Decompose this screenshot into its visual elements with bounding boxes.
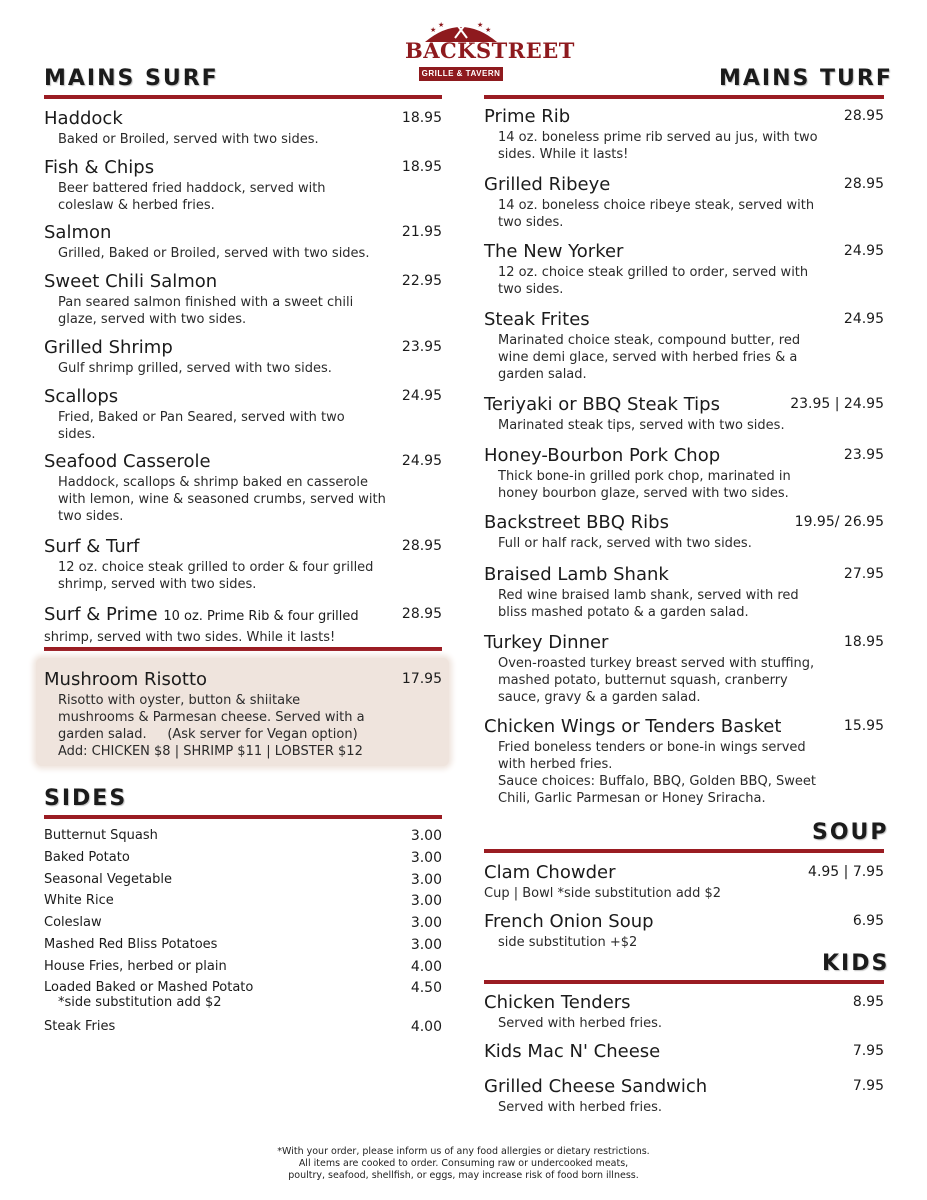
side-name: Coleslaw <box>44 915 102 930</box>
menu-item <box>44 271 442 328</box>
menu-item <box>484 394 884 434</box>
side-note: *side substitution add $2 <box>58 995 222 1010</box>
risotto-line: Risotto with oyster, button & shiitake <box>58 693 301 708</box>
risotto-line: mushrooms & Parmesan cheese. Served with a <box>58 710 365 725</box>
menu-item <box>44 222 442 262</box>
item-name: Backstreet BBQ Ribs <box>484 512 669 533</box>
item-price: 22.95 <box>401 273 442 289</box>
side-item <box>44 915 442 930</box>
mains-turf-title: MAINS TURF <box>719 66 893 91</box>
item-price: 28.95 <box>843 176 884 192</box>
item-desc: Served with herbed fries. <box>498 1100 663 1115</box>
menu-item <box>44 108 442 148</box>
soup-title: SOUP <box>812 820 889 845</box>
item-name: Steak Frites <box>484 309 590 330</box>
menu-item <box>484 911 884 951</box>
item-name: Salmon <box>44 222 112 243</box>
risotto-item <box>44 669 442 760</box>
item-price: 19.95/ 26.95 <box>794 514 884 530</box>
item-price: 24.95 <box>401 453 442 469</box>
side-item <box>44 872 442 887</box>
item-desc: Marinated choice steak, compound butter, red wine demi glace, served with herbed fries & a garden salad. <box>498 333 801 382</box>
item-name: Fish & Chips <box>44 157 155 178</box>
disclaimer-line: All items are cooked to order. Consuming raw or undercooked meats, <box>298 1158 629 1169</box>
menu-item <box>44 386 442 443</box>
risotto-addons: Add: CHICKEN $8 | SHRIMP $11 | LOBSTER $12 <box>58 744 363 759</box>
item-name: Clam Chowder <box>484 862 616 883</box>
side-item <box>44 893 442 908</box>
item-name: Surf & Turf <box>44 536 140 557</box>
item-desc: side substitution +$2 <box>498 935 638 950</box>
item-desc: Baked or Broiled, served with two sides. <box>58 132 319 147</box>
side-name: White Rice <box>44 893 114 908</box>
side-price: 3.00 <box>410 850 442 866</box>
kids-title: KIDS <box>822 951 890 976</box>
item-desc: Oven-roasted turkey breast served with stuffing, mashed potato, butternut squash, cranberry sauce, gravy & a garden salad. <box>498 656 815 705</box>
item-name: Surf & Prime <box>44 604 158 625</box>
item-price: 24.95 <box>843 243 884 259</box>
item-desc: Grilled, Baked or Broiled, served with two sides. <box>58 246 370 261</box>
side-name: Steak Fries <box>44 1019 116 1034</box>
item-name: Seafood Casserole <box>44 451 211 472</box>
menu-item <box>44 536 442 593</box>
side-item <box>44 850 442 865</box>
restaurant-logo <box>405 14 575 82</box>
item-price: 4.95 | 7.95 <box>808 864 884 880</box>
menu-item <box>484 174 884 231</box>
brand-name: BACKSTREET <box>405 38 575 63</box>
side-price: 3.00 <box>410 872 442 888</box>
svg-text:★: ★ <box>477 22 484 29</box>
menu-item <box>484 1041 884 1063</box>
item-price: 18.95 <box>843 634 884 650</box>
menu-item <box>484 992 884 1032</box>
side-price: 3.00 <box>410 915 442 931</box>
item-price: 18.95 <box>401 159 442 175</box>
item-price: 6.95 <box>852 913 884 929</box>
item-desc: 14 oz. boneless choice ribeye steak, served with two sides. <box>498 198 815 230</box>
risotto-line: garden salad. (Ask server for Vegan option) <box>58 727 358 742</box>
sides-title: SIDES <box>44 786 128 811</box>
item-desc: 12 oz. choice steak grilled to order & four grilled shrimp, served with two sides. <box>58 560 374 592</box>
item-desc: Fried boneless tenders or bone-in wings served with herbed fries. <box>498 740 806 772</box>
item-desc-sauces: Sauce choices: Buffalo, BBQ, Golden BBQ, Sweet Chili, Garlic Parmesan or Honey Sriracha. <box>498 774 816 806</box>
item-price: 23.95 <box>401 339 442 355</box>
side-item <box>44 959 442 974</box>
item-price: 7.95 <box>852 1043 884 1059</box>
item-desc: Pan seared salmon finished with a sweet chili glaze, served with two sides. <box>58 295 354 327</box>
item-price: 21.95 <box>401 224 442 240</box>
item-name: Teriyaki or BBQ Steak Tips <box>484 394 720 415</box>
side-name: Mashed Red Bliss Potatoes <box>44 937 218 952</box>
side-name: Baked Potato <box>44 850 130 865</box>
item-price: 28.95 <box>401 606 442 622</box>
item-name: Chicken Tenders <box>484 992 631 1013</box>
menu-item <box>44 337 442 377</box>
side-name: Loaded Baked or Mashed Potato <box>44 980 254 995</box>
side-price: 4.50 <box>410 980 442 996</box>
disclaimer-line: *With your order, please inform us of any food allergies or dietary restrictions. <box>277 1146 650 1157</box>
menu-item <box>484 106 884 163</box>
side-item <box>44 828 442 843</box>
side-price: 3.00 <box>410 893 442 909</box>
item-name: Braised Lamb Shank <box>484 564 669 585</box>
menu-item <box>484 862 884 902</box>
item-price: 27.95 <box>843 566 884 582</box>
item-name: French Onion Soup <box>484 911 654 932</box>
menu-item <box>484 716 884 807</box>
item-name: Grilled Ribeye <box>484 174 611 195</box>
item-name: Kids Mac N' Cheese <box>484 1041 661 1062</box>
menu-item <box>484 632 884 706</box>
mains-surf-rule <box>44 95 442 99</box>
item-desc: Cup | Bowl *side substitution add $2 <box>484 886 721 901</box>
item-desc: 12 oz. choice steak grilled to order, served with two sides. <box>498 265 809 297</box>
mains-surf-title: MAINS SURF <box>44 66 219 91</box>
item-desc: 14 oz. boneless prime rib served au jus, with two sides. While it lasts! <box>498 130 818 162</box>
item-desc: Full or half rack, served with two sides. <box>498 536 752 551</box>
item-name: Chicken Wings or Tenders Basket <box>484 716 782 737</box>
allergy-disclaimer <box>200 1146 727 1182</box>
menu-item <box>44 157 442 214</box>
item-name: The New Yorker <box>484 241 624 262</box>
menu-item <box>484 1076 884 1116</box>
sides-rule <box>44 815 442 819</box>
item-name: Prime Rib <box>484 106 571 127</box>
item-desc: Served with herbed fries. <box>498 1016 663 1031</box>
side-item <box>44 1019 442 1034</box>
item-price: 7.95 <box>852 1078 884 1094</box>
item-price: 8.95 <box>852 994 884 1010</box>
side-price: 4.00 <box>410 959 442 975</box>
side-price: 3.00 <box>410 937 442 953</box>
item-name: Sweet Chili Salmon <box>44 271 218 292</box>
menu-item <box>484 564 884 621</box>
item-price: 24.95 <box>401 388 442 404</box>
item-price: 18.95 <box>401 110 442 126</box>
item-name: Grilled Shrimp <box>44 337 173 358</box>
side-name: Butternut Squash <box>44 828 158 843</box>
side-price: 3.00 <box>410 828 442 844</box>
item-desc: Thick bone-in grilled pork chop, marinated in honey bourbon glaze, served with two sides. <box>498 469 791 501</box>
side-item <box>44 980 442 1010</box>
menu-item <box>484 445 884 502</box>
item-name: Mushroom Risotto <box>44 669 208 690</box>
item-price: 28.95 <box>843 108 884 124</box>
disclaimer-line: poultry, seafood, shellfish, or eggs, may increase risk of food born illness. <box>288 1170 639 1181</box>
item-price: 23.95 | 24.95 <box>790 396 884 412</box>
item-price: 28.95 <box>401 538 442 554</box>
item-desc: Marinated steak tips, served with two sides. <box>498 418 785 433</box>
menu-item <box>44 451 442 525</box>
item-inline-desc: 10 oz. Prime Rib & four grilled <box>163 609 359 624</box>
item-name-line <box>44 604 442 628</box>
brand-tagline: GRILLE & TAVERN <box>419 67 503 81</box>
item-desc: shrimp, served with two sides. While it lasts! <box>44 630 336 645</box>
item-desc: Gulf shrimp grilled, served with two sides. <box>58 361 332 376</box>
side-price: 4.00 <box>410 1019 442 1035</box>
item-price: 15.95 <box>843 718 884 734</box>
item-desc: Beer battered fried haddock, served with coleslaw & herbed fries. <box>58 181 326 213</box>
svg-text:★: ★ <box>438 22 445 29</box>
item-price: 17.95 <box>401 671 442 687</box>
item-desc: Fried, Baked or Pan Seared, served with two sides. <box>58 410 345 442</box>
item-name: Turkey Dinner <box>484 632 609 653</box>
mains-turf-rule <box>484 95 884 99</box>
item-name: Haddock <box>44 108 123 129</box>
svg-text:★: ★ <box>430 27 437 34</box>
svg-text:★: ★ <box>485 27 492 34</box>
item-name: Honey-Bourbon Pork Chop <box>484 445 721 466</box>
soup-rule <box>484 849 884 853</box>
kids-rule <box>484 980 884 984</box>
menu-item <box>44 604 442 646</box>
mains-surf-bottom-rule <box>44 647 442 651</box>
item-desc: Haddock, scallops & shrimp baked en casserole with lemon, wine & seasoned crumbs, served with two sides. <box>58 475 386 524</box>
menu-item <box>484 241 884 298</box>
menu-item <box>484 309 884 383</box>
item-price: 23.95 <box>843 447 884 463</box>
side-name: Seasonal Vegetable <box>44 872 172 887</box>
item-desc: Red wine braised lamb shank, served with red bliss mashed potato & a garden salad. <box>498 588 799 620</box>
side-name: House Fries, herbed or plain <box>44 959 227 974</box>
item-name: Scallops <box>44 386 119 407</box>
menu-item <box>484 512 884 552</box>
side-item <box>44 937 442 952</box>
item-name: Grilled Cheese Sandwich <box>484 1076 708 1097</box>
item-price: 24.95 <box>843 311 884 327</box>
